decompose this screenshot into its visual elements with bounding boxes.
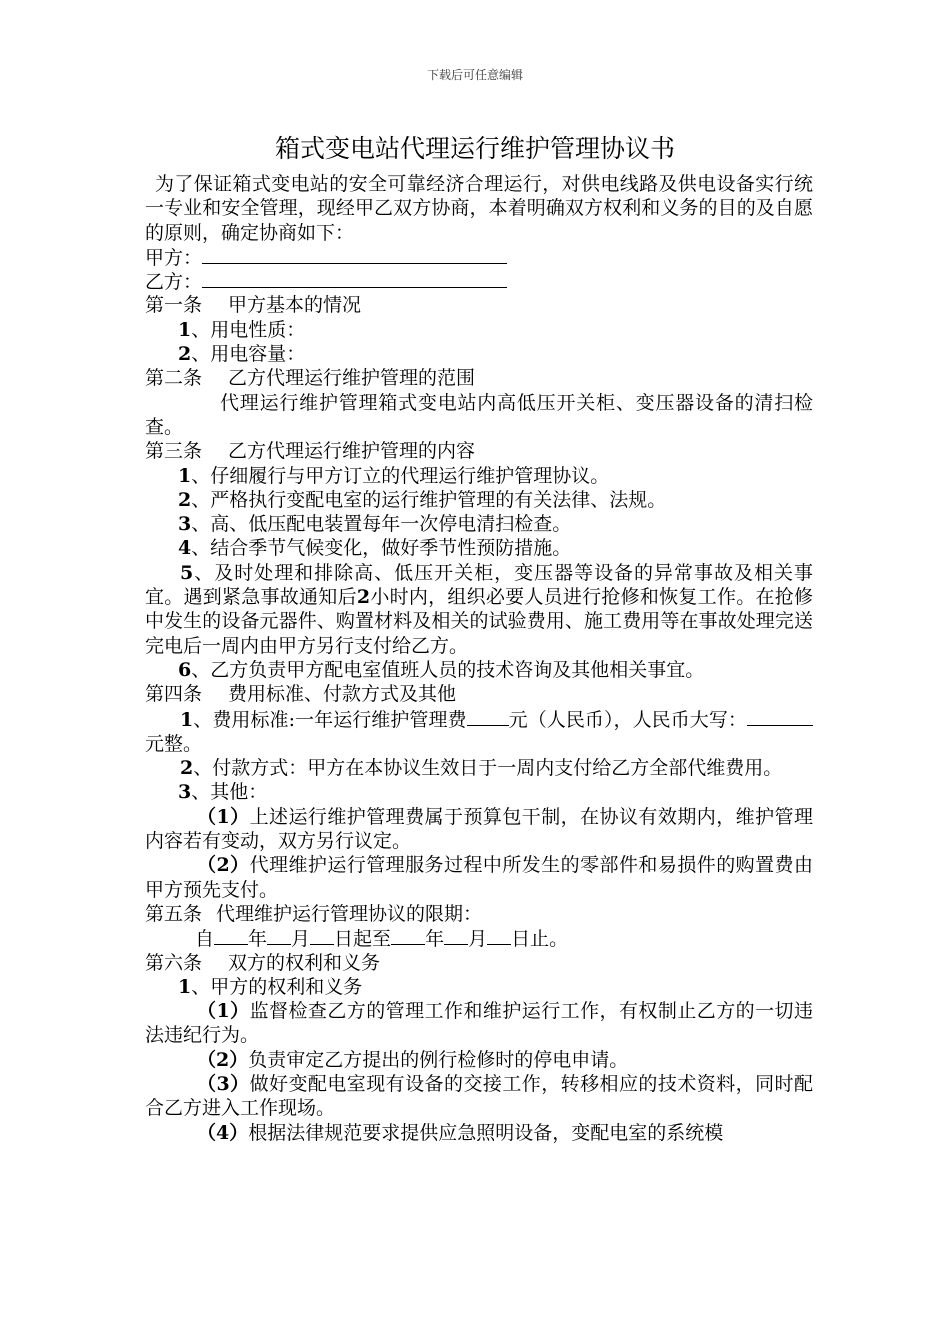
- year-label: 年: [248, 928, 268, 951]
- fee-uppercase-blank[interactable]: [747, 707, 813, 726]
- item-text: 、乙方负责甲方配电室值班人员的技术咨询及其他相关事宜。: [191, 658, 705, 681]
- party-b-blank[interactable]: [202, 269, 507, 288]
- article-number: 第三条: [145, 440, 203, 463]
- article-4-sub-2: [145, 853, 813, 902]
- header-note: 下载后可任意编辑: [426, 68, 523, 82]
- year-label: 年: [425, 928, 445, 951]
- item-text-cont: 小时内，组织必要人员进行抢修和恢复工作。在抢修中发生的设备元器件、购置材料及相关的试验费用、施工费用等在事故处理完送完电后一周内由甲方另行支付给乙方。: [145, 586, 813, 657]
- item-text: 、用电性质：: [191, 318, 306, 341]
- article-1-heading: [145, 293, 813, 317]
- item-number: 4: [178, 537, 192, 560]
- sub-text: 监督检查乙方的管理工作和维护运行工作，有权制止乙方的一切违法违纪行为。: [145, 1000, 813, 1047]
- article-5-heading: [145, 902, 813, 926]
- fee-amount-blank[interactable]: [467, 707, 509, 726]
- period-from: 自: [195, 928, 215, 951]
- article-3-heading: [145, 439, 813, 463]
- article-1-item-1: [145, 318, 813, 342]
- item-number: 2: [178, 343, 192, 366]
- article-title: 乙方代理运行维护管理的范围: [228, 367, 476, 390]
- article-title: 代理维护运行管理协议的限期：: [216, 902, 483, 925]
- article-6-item-1: [145, 975, 813, 999]
- item-number: 5: [180, 561, 194, 584]
- article-3-item-4: [145, 536, 813, 560]
- item-number: 1: [178, 318, 192, 341]
- day-end-label: 日止。: [511, 928, 569, 951]
- end-year-blank[interactable]: [391, 926, 425, 945]
- article-4-heading: [145, 682, 813, 706]
- article-number: 第一条: [145, 294, 203, 317]
- sub-number: （4）: [197, 1121, 249, 1144]
- article-6-sub-3: [145, 1072, 813, 1121]
- item-number: 1: [180, 708, 194, 731]
- item-text: 、付款方式：甲方在本协议生效日于一周内支付给乙方全部代维费用。: [193, 757, 783, 780]
- article-3-item-6: [145, 658, 813, 682]
- article-6-heading: [145, 951, 813, 975]
- item-text: 、高、低压配电装置每年一次停电清扫检查。: [191, 513, 572, 536]
- sub-number: （2）: [197, 1048, 249, 1071]
- article-3-item-5: [145, 561, 813, 658]
- intro-paragraph: 为了保证箱式变电站的安全可靠经济合理运行，对供电线路及供电设备实行统一专业和安全管理，现经甲乙双方协商，本着明确双方权利和义务的目的及自愿的原则，确定协商如下：: [145, 173, 813, 244]
- item-text: 、甲方的权利和义务: [191, 975, 363, 998]
- article-title: 甲方基本的情况: [228, 294, 362, 317]
- party-b-label: 乙方：: [145, 271, 203, 294]
- start-day-blank[interactable]: [310, 926, 334, 945]
- party-a-blank[interactable]: [202, 245, 507, 264]
- article-title: 费用标准、付款方式及其他: [228, 683, 457, 706]
- article-1-item-2: [145, 342, 813, 366]
- day-from-label: 日起至: [334, 928, 392, 951]
- item-text-cont: 元（人民币），人民币大写：: [508, 708, 747, 731]
- article-number: 第四条: [145, 683, 203, 706]
- item-number: 6: [178, 658, 192, 681]
- article-3-item-1: [145, 464, 813, 488]
- party-b-line: [145, 269, 813, 293]
- sub-text: 代理维护运行管理服务过程中所发生的零部件和易损件的购置费由甲方预先支付。: [145, 854, 813, 901]
- item-text: 、用电容量：: [191, 343, 306, 366]
- article-3-item-2: [145, 488, 813, 512]
- item-number: 2: [180, 757, 194, 780]
- item-text: 、结合季节气候变化，做好季节性预防措施。: [191, 537, 572, 560]
- party-a-line: [145, 245, 813, 269]
- start-month-blank[interactable]: [267, 926, 291, 945]
- sub-text: 上述运行维护管理费属于预算包干制，在协议有效期内，维护管理内容若有变动，双方另行议定。: [145, 805, 813, 853]
- sub-text: 根据法律规范要求提供应急照明设备，变配电室的系统模: [248, 1121, 724, 1144]
- item-text: 、仔细履行与甲方订立的代理运行维护管理协议。: [191, 464, 610, 487]
- article-4-sub-1: [145, 805, 813, 854]
- item-number: 1: [178, 975, 192, 998]
- sub-number: （1）: [197, 805, 250, 828]
- article-6-sub-2: [145, 1048, 813, 1072]
- item-text: 、及时处理和排除高、低压开关柜，变压器等设备的异常事故及相关事宜。遇到紧急事故通知后: [145, 561, 813, 609]
- party-a-label: 甲方：: [145, 246, 203, 269]
- article-3-item-3: [145, 512, 813, 536]
- article-title: 乙方代理运行维护管理的内容: [228, 440, 476, 463]
- end-month-blank[interactable]: [444, 926, 468, 945]
- sub-number: （1）: [197, 1000, 250, 1023]
- sub-text: 做好变配电室现有设备的交接工作，转移相应的技术资料，同时配合乙方进入工作现场。: [145, 1072, 813, 1120]
- item-text: 、费用标准:一年运行维护管理费: [193, 708, 467, 731]
- sub-number: （2）: [197, 854, 250, 877]
- article-4-item-1: [145, 707, 813, 757]
- article-4-item-3: [145, 780, 813, 804]
- article-5-period: [145, 926, 813, 950]
- item-number: 3: [178, 513, 192, 536]
- start-year-blank[interactable]: [214, 926, 248, 945]
- article-2-text: 代理运行维护管理箱式变电站内高低压开关柜、变压器设备的清扫检查。: [145, 391, 813, 438]
- document-title: 箱式变电站代理运行维护管理协议书: [274, 134, 675, 163]
- item-number: 3: [178, 781, 192, 804]
- article-2-heading: [145, 366, 813, 390]
- sub-text: 负责审定乙方提出的例行检修时的停电申请。: [248, 1048, 629, 1071]
- article-4-item-2: [145, 756, 813, 780]
- item-number: 1: [178, 464, 192, 487]
- article-number: 第五条: [145, 902, 203, 925]
- article-6-sub-4: [145, 1121, 813, 1145]
- item-number: 2: [178, 488, 192, 511]
- month-label: 月: [291, 928, 311, 951]
- article-6-sub-1: [145, 999, 813, 1048]
- document-body: [145, 172, 813, 1145]
- article-number: 第二条: [145, 367, 203, 390]
- item-text-end: 元整。: [145, 732, 203, 755]
- article-title: 双方的权利和义务: [228, 951, 381, 974]
- item-hours: 2: [356, 586, 371, 609]
- item-text: 、严格执行变配电室的运行维护管理的有关法律、法规。: [191, 488, 667, 511]
- sub-number: （3）: [197, 1072, 250, 1095]
- month-label: 月: [468, 928, 488, 951]
- item-text: 、其他：: [191, 781, 268, 804]
- end-day-blank[interactable]: [487, 926, 511, 945]
- article-number: 第六条: [145, 951, 203, 974]
